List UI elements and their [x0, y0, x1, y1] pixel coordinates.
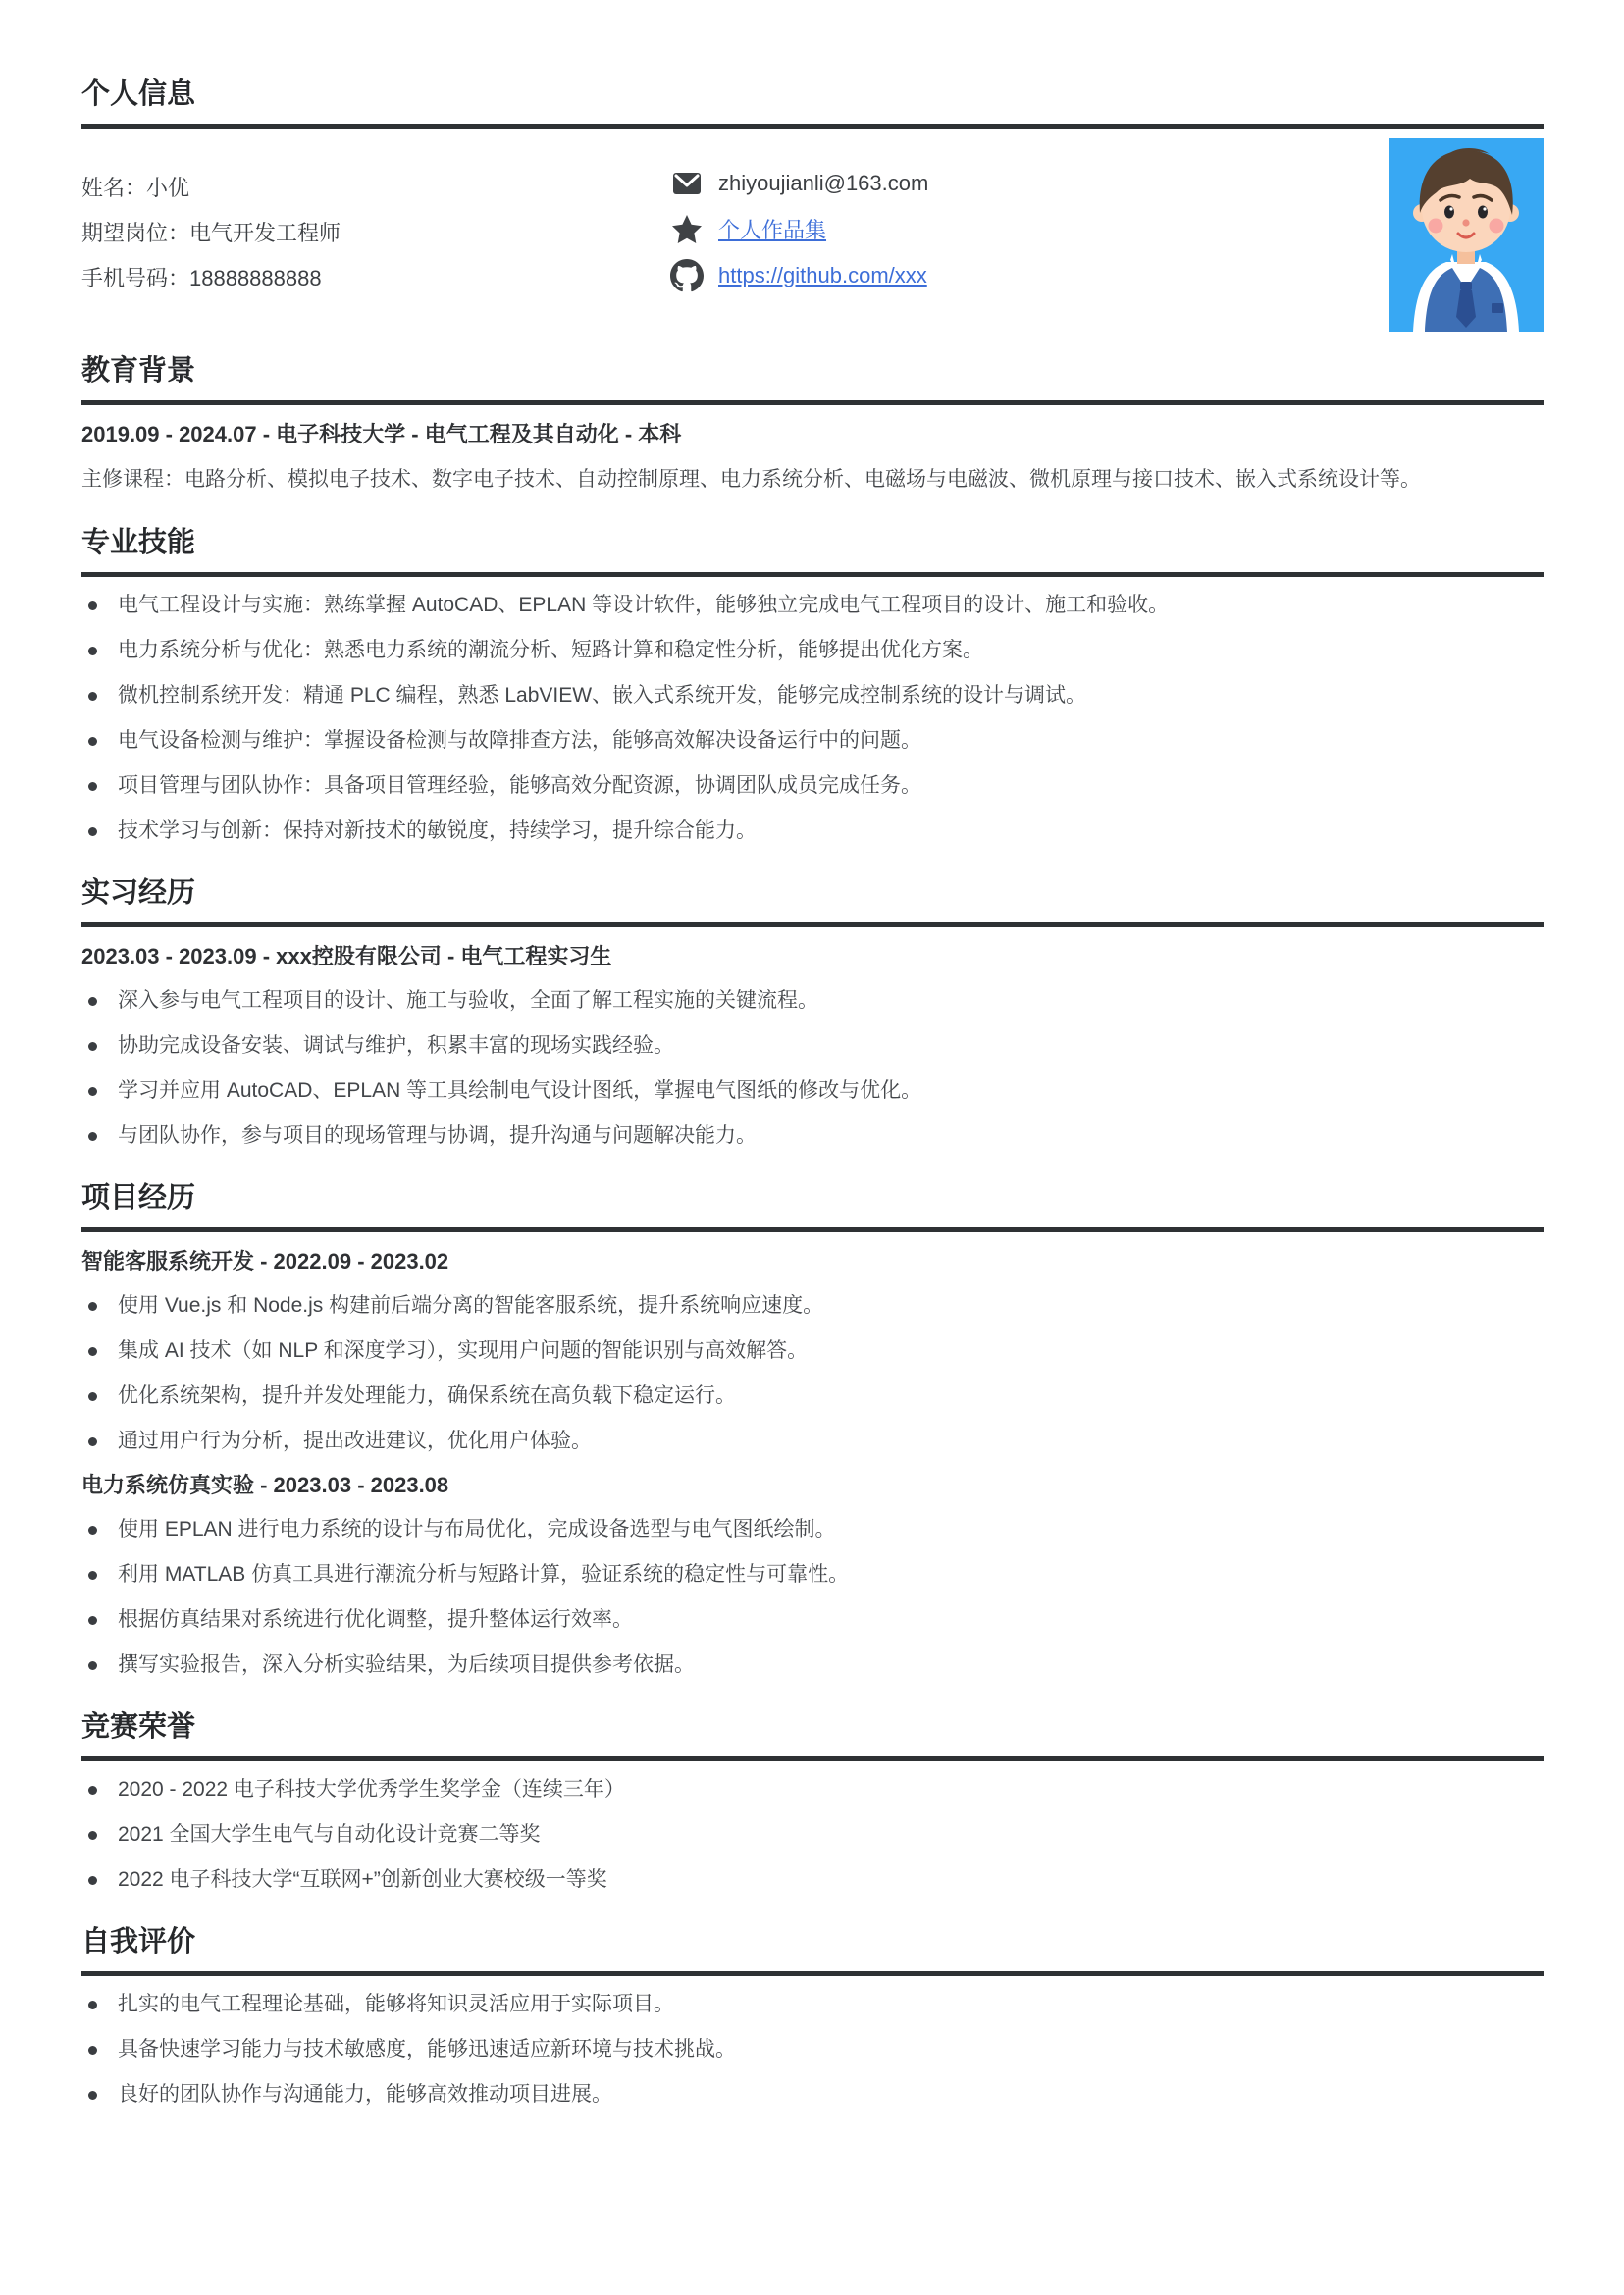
section-self-evaluation — [81, 1924, 1544, 2117]
list-item-text: 微机控制系统开发：精通 PLC 编程，熟悉 LabVIEW、嵌入式系统开发，能够完成控制系统的设计与调试。 — [118, 684, 1087, 706]
name-field: 姓名：小优 — [81, 176, 190, 200]
list-item — [81, 1982, 1544, 2027]
education-courses: 主修课程：电路分析、模拟电子技术、数字电子技术、自动控制原理、电力系统分析、电磁场与电磁波、微机原理与接口技术、嵌入式系统设计等。 — [81, 468, 1421, 491]
education-title: 教育背景 — [81, 355, 196, 387]
bullet-dot — [88, 2046, 97, 2055]
personal-info-content — [81, 129, 1544, 332]
phone-field: 手机号码：18888888888 — [81, 266, 322, 290]
bullet-dot — [88, 827, 97, 836]
bullet-dot — [88, 737, 97, 746]
list-item — [81, 1643, 1544, 1688]
section-education — [81, 353, 1544, 503]
email-row — [670, 160, 1389, 206]
section-divider — [81, 1971, 1544, 1976]
list-item-text: 根据仿真结果对系统进行优化调整，提升整体运行效率。 — [118, 1608, 633, 1631]
personal-info-fields — [81, 166, 670, 301]
list-item — [81, 978, 1544, 1023]
list-item — [81, 583, 1544, 628]
list-item — [81, 1597, 1544, 1643]
bullet-dot — [88, 1786, 97, 1795]
education-heading: 2019.09 - 2024.07 - 电子科技大学 - 电气工程及其自动化 - 本科 — [81, 422, 682, 446]
list-item-text: 扎实的电气工程理论基础，能够将知识灵活应用于实际项目。 — [118, 1993, 674, 2015]
bullet-dot — [88, 1392, 97, 1401]
section-personal-info — [81, 77, 1544, 332]
skills-title: 专业技能 — [81, 527, 196, 558]
section-divider — [81, 1227, 1544, 1232]
bullet-dot — [88, 1347, 97, 1356]
bullet-dot — [88, 1661, 97, 1670]
section-divider — [81, 400, 1544, 405]
list-item-text: 技术学习与创新：保持对新技术的敏锐度，持续学习，提升综合能力。 — [118, 819, 757, 842]
list-item — [81, 1857, 1544, 1903]
self-evaluation-list — [81, 1982, 1544, 2117]
list-item-text: 使用 EPLAN 进行电力系统的设计与布局优化，完成设备选型与电气图纸绘制。 — [118, 1518, 836, 1540]
list-item — [81, 1114, 1544, 1159]
bullet-dot — [88, 692, 97, 701]
list-item-text: 具备快速学习能力与技术敏感度，能够迅速适应新环境与技术挑战。 — [118, 2038, 736, 2060]
internship-heading: 2023.03 - 2023.09 - xxx控股有限公司 - 电气工程实习生 — [81, 944, 612, 968]
github-link[interactable]: https://github.com/xxx — [718, 262, 927, 287]
honors-title: 竞赛荣誉 — [81, 1711, 196, 1743]
list-item-text: 与团队协作，参与项目的现场管理与协调，提升沟通与问题解决能力。 — [118, 1124, 757, 1147]
bullet-dot — [88, 1437, 97, 1446]
list-item — [81, 2027, 1544, 2072]
list-item — [81, 808, 1544, 854]
bullet-dot — [88, 1831, 97, 1840]
bullet-dot — [88, 2001, 97, 2009]
projects-title: 项目经历 — [81, 1182, 196, 1214]
section-divider — [81, 572, 1544, 577]
list-item — [81, 1552, 1544, 1597]
list-item — [81, 1069, 1544, 1114]
list-item-text: 学习并应用 AutoCAD、EPLAN 等工具绘制电气设计图纸，掌握电气图纸的修改与优化。 — [118, 1079, 922, 1102]
portfolio-row — [670, 206, 1389, 252]
bullet-dot — [88, 1876, 97, 1885]
bullet-dot — [88, 1526, 97, 1535]
self-evaluation-title: 自我评价 — [81, 1926, 196, 1957]
star-icon — [670, 213, 704, 246]
bullet-dot — [88, 647, 97, 655]
list-item-text: 协助完成设备安装、调试与维护，积累丰富的现场实践经验。 — [118, 1034, 674, 1057]
bullet-dot — [88, 1571, 97, 1580]
list-item — [81, 2072, 1544, 2117]
profile-photo — [1389, 138, 1544, 332]
bullet-dot — [88, 1132, 97, 1141]
github-icon — [670, 259, 704, 292]
list-item — [81, 1812, 1544, 1857]
portfolio-link[interactable]: 个人作品集 — [718, 218, 827, 242]
list-item — [81, 763, 1544, 808]
project-list — [81, 1507, 1544, 1688]
bullet-dot — [88, 782, 97, 791]
email-value: zhiyoujianli@163.com — [718, 170, 929, 195]
list-item — [81, 1507, 1544, 1552]
section-divider — [81, 922, 1544, 927]
personal-info-contacts — [670, 160, 1389, 298]
section-internship — [81, 875, 1544, 1159]
list-item-text: 集成 AI 技术（如 NLP 和深度学习），实现用户问题的智能识别与高效解答。 — [118, 1339, 809, 1362]
bullet-dot — [88, 1087, 97, 1096]
personal-info-title: 个人信息 — [81, 78, 196, 110]
bullet-dot — [88, 997, 97, 1006]
desired-position-field: 期望岗位：电气开发工程师 — [81, 221, 341, 245]
list-item-text: 优化系统架构，提升并发处理能力，确保系统在高负载下稳定运行。 — [118, 1384, 736, 1407]
list-item-text: 深入参与电气工程项目的设计、施工与验收，全面了解工程实施的关键流程。 — [118, 989, 818, 1012]
list-item-text: 良好的团队协作与沟通能力，能够高效推动项目进展。 — [118, 2083, 612, 2106]
bullet-dot — [88, 1042, 97, 1051]
list-item-text: 撰写实验报告，深入分析实验结果，为后续项目提供参考依据。 — [118, 1653, 695, 1676]
project-heading: 智能客服系统开发 - 2022.09 - 2023.02 — [81, 1249, 449, 1274]
bullet-dot — [88, 1302, 97, 1311]
section-divider — [81, 1756, 1544, 1761]
bullet-dot — [88, 2091, 97, 2100]
internship-title: 实习经历 — [81, 877, 196, 909]
list-item — [81, 718, 1544, 763]
bullet-dot — [88, 1616, 97, 1625]
section-projects — [81, 1180, 1544, 1688]
list-item — [81, 628, 1544, 673]
list-item — [81, 1419, 1544, 1464]
list-item — [81, 1283, 1544, 1329]
list-item-text: 2021 全国大学生电气与自动化设计竞赛二等奖 — [118, 1823, 541, 1846]
section-honors — [81, 1709, 1544, 1903]
section-skills — [81, 525, 1544, 854]
list-item-text: 使用 Vue.js 和 Node.js 构建前后端分离的智能客服系统，提升系统响应速度。 — [118, 1294, 824, 1317]
list-item-text: 2020 - 2022 电子科技大学优秀学生奖学金（连续三年） — [118, 1778, 625, 1800]
list-item-text: 电气设备检测与维护：掌握设备检测与故障排查方法，能够高效解决设备运行中的问题。 — [118, 729, 921, 752]
skills-list — [81, 583, 1544, 854]
list-item-text: 电气工程设计与实施：熟练掌握 AutoCAD、EPLAN 等设计软件，能够独立完成电气工程项目的设计、施工和验收。 — [118, 594, 1170, 616]
list-item — [81, 1329, 1544, 1374]
bullet-dot — [88, 601, 97, 610]
project-list — [81, 1283, 1544, 1464]
list-item-text: 通过用户行为分析，提出改进建议，优化用户体验。 — [118, 1430, 592, 1452]
honors-list — [81, 1767, 1544, 1903]
github-row — [670, 252, 1389, 298]
project-heading: 电力系统仿真实验 - 2023.03 - 2023.08 — [81, 1473, 449, 1497]
list-item — [81, 1374, 1544, 1419]
list-item — [81, 1767, 1544, 1812]
list-item — [81, 673, 1544, 718]
list-item — [81, 1023, 1544, 1069]
internship-list — [81, 978, 1544, 1159]
list-item-text: 项目管理与团队协作：具备项目管理经验，能够高效分配资源，协调团队成员完成任务。 — [118, 774, 921, 797]
mail-icon — [670, 167, 704, 200]
list-item-text: 利用 MATLAB 仿真工具进行潮流分析与短路计算，验证系统的稳定性与可靠性。 — [118, 1563, 850, 1586]
list-item-text: 2022 电子科技大学“互联网+”创新创业大赛校级一等奖 — [118, 1868, 607, 1891]
list-item-text: 电力系统分析与优化：熟悉电力系统的潮流分析、短路计算和稳定性分析，能够提出优化方案。 — [118, 639, 983, 661]
